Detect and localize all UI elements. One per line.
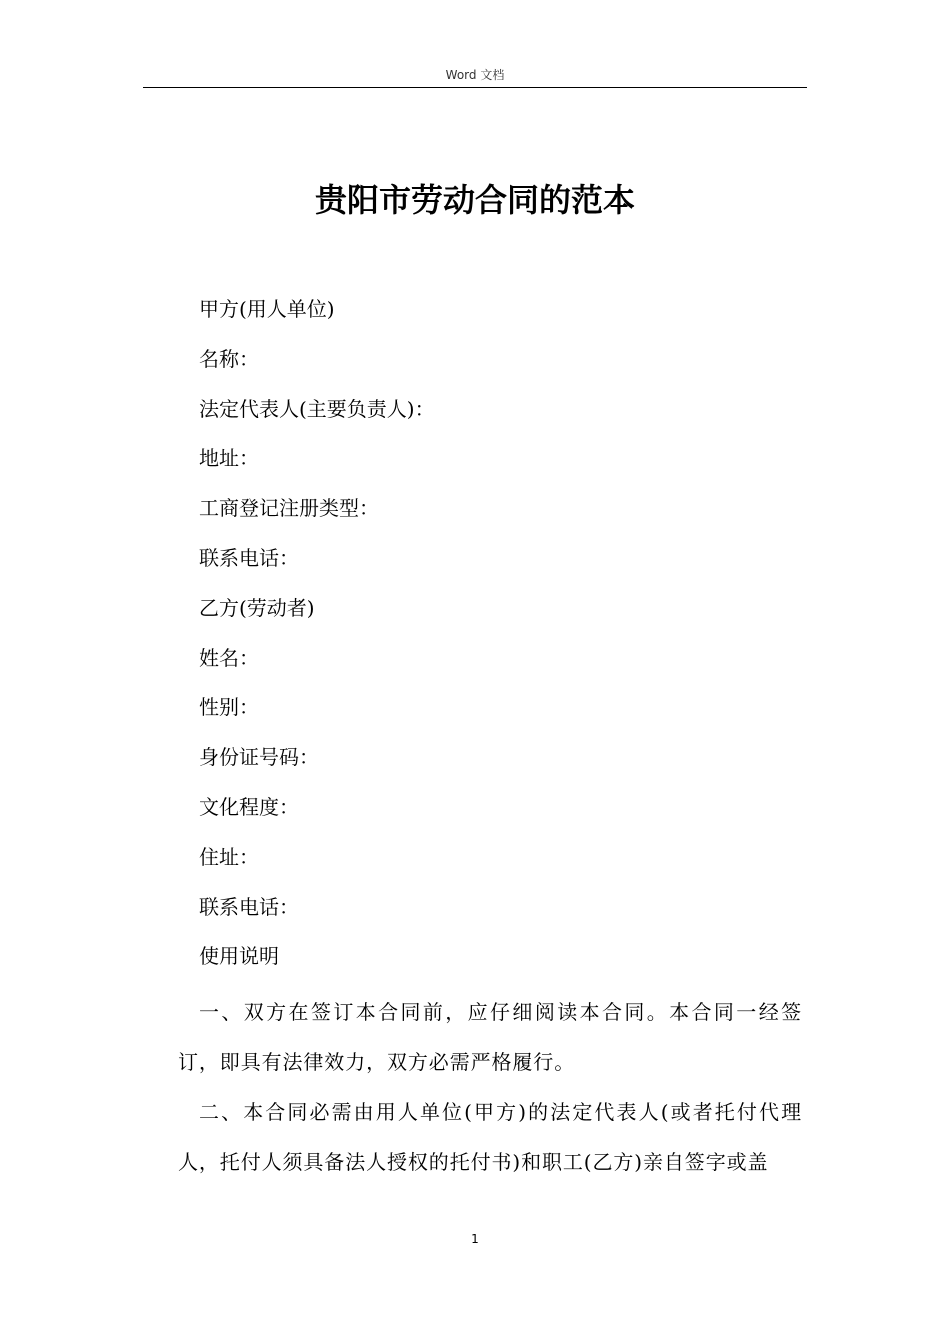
field-party-b-education: 文化程度： bbox=[199, 794, 299, 819]
usage-instructions-heading: 使用说明 bbox=[199, 944, 279, 969]
page-header: Word 文档 bbox=[445, 68, 505, 82]
clause-paragraph: 二、本合同必需由用人单位(甲方)的法定代表人(或者托付代理人，托付人须具备法人授权的托付书)和职工(乙方)亲自签字或盖 bbox=[178, 1100, 802, 1174]
clause-paragraph: 一、双方在签订本合同前，应仔细阅读本合同。本合同一经签订，即具有法律效力，双方必需严格履行。 bbox=[178, 1000, 802, 1074]
field-party-b-phone: 联系电话： bbox=[199, 894, 299, 919]
field-party-a-registration-type: 工商登记注册类型： bbox=[199, 496, 379, 521]
field-party-a-heading: 甲方(用人单位) bbox=[199, 297, 335, 321]
field-party-b-name: 姓名： bbox=[199, 645, 259, 670]
field-party-a-name: 名称： bbox=[199, 346, 259, 371]
field-party-a-address: 地址： bbox=[199, 446, 259, 471]
field-party-a-phone: 联系电话： bbox=[199, 545, 299, 570]
field-party-b-gender: 性别： bbox=[199, 695, 259, 720]
party-fields-list bbox=[199, 290, 435, 987]
page-number: 1 bbox=[471, 1232, 479, 1246]
field-party-b-heading: 乙方(劳动者) bbox=[199, 595, 315, 620]
document-title: 贵阳市劳动合同的范本 bbox=[314, 181, 635, 220]
field-party-b-id-number: 身份证号码： bbox=[199, 745, 319, 770]
usage-clauses bbox=[178, 987, 802, 1187]
field-party-a-legal-representative: 法定代表人(主要负责人)： bbox=[199, 396, 435, 421]
field-party-b-address: 住址： bbox=[199, 844, 259, 869]
header-divider bbox=[143, 87, 807, 88]
